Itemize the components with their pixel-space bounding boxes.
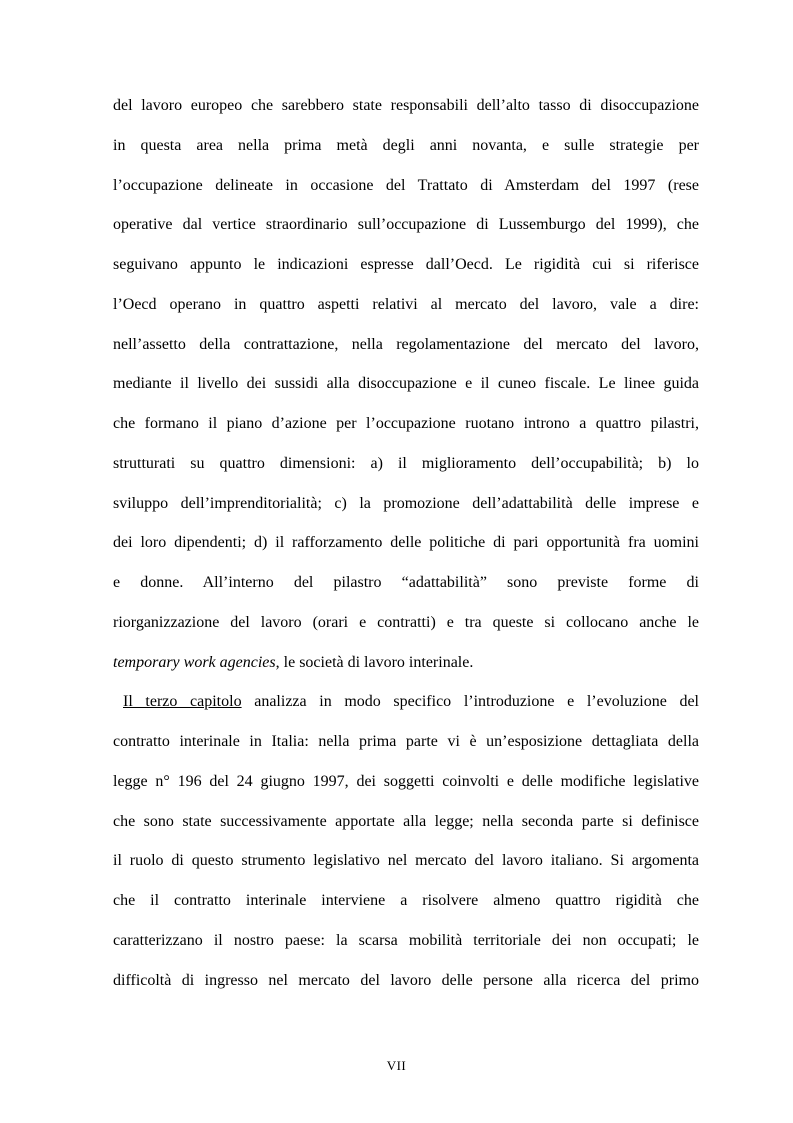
- text-line-last: [113, 645, 699, 685]
- text-line: operative dal vertice straordinario sull’occupazione di Lussemburgo del 1999), che: [113, 216, 699, 234]
- text-line: che sono state successivamente apportate alla legge; nella seconda parte si definisce: [113, 812, 699, 830]
- paragraph-1: [113, 88, 699, 684]
- text-line: legge n° 196 del 24 giugno 1997, dei soggetti coinvolti e delle modifiche legislative: [113, 772, 699, 790]
- text-line: sviluppo dell’imprenditorialità; c) la promozione dell’adattabilità delle imprese e: [113, 494, 699, 512]
- text-line: seguivano appunto le indicazioni espresse dall’Oecd. Le rigidità cui si riferisce: [113, 256, 699, 273]
- text-line: dei loro dipendenti; d) il rafforzamento delle politiche di pari opportunità fra uomini: [113, 534, 699, 552]
- paragraph-2: [113, 684, 699, 1002]
- text-fragment: , le società di lavoro interinale.: [275, 653, 474, 671]
- text-line: e donne. All’interno del pilastro “adattabilità” sono previste forme di: [113, 574, 699, 591]
- page-number: VII: [386, 1058, 407, 1073]
- text-line: mediante il livello dei sussidi alla disoccupazione e il cuneo fiscale. Le linee guida: [113, 375, 699, 393]
- text-fragment: analizza in modo specifico l’introduzione e l’evoluzione del: [241, 693, 699, 711]
- text-line: che il contratto interinale interviene a risolvere almeno quattro rigidità che: [113, 892, 699, 909]
- text-line: riorganizzazione del lavoro (orari e contratti) e tra queste si collocano anche le: [113, 613, 699, 631]
- text-line: contratto interinale in Italia: nella prima parte vi è un’esposizione dettagliata della: [113, 733, 699, 750]
- text-line: che formano il piano d’azione per l’occupazione ruotano introno a quattro pilastri,: [113, 415, 699, 432]
- text-line: del lavoro europeo che sarebbero state responsabili dell’alto tasso di disoccupazione: [113, 97, 699, 114]
- text-line: in questa area nella prima metà degli anni novanta, e sulle strategie per: [113, 136, 699, 154]
- italic-term: temporary work agencies: [113, 653, 276, 671]
- text-line: l’occupazione delineate in occasione del Trattato di Amsterdam del 1997 (rese: [113, 176, 699, 194]
- text-line: l’Oecd operano in quattro aspetti relativi al mercato del lavoro, vale a dire:: [113, 295, 699, 313]
- text-line: nell’assetto della contrattazione, nella regolamentazione del mercato del lavoro,: [113, 335, 699, 353]
- text-line: il ruolo di questo strumento legislativo nel mercato del lavoro italiano. Si argomenta: [113, 852, 699, 870]
- text-line: caratterizzano il nostro paese: la scarsa mobilità territoriale dei non occupati; le: [113, 931, 699, 949]
- document-body: [113, 88, 699, 1002]
- text-line: difficoltà di ingresso nel mercato del lavoro delle persone alla ricerca del primo: [113, 971, 699, 989]
- text-line-first: [113, 684, 699, 724]
- text-line: strutturati su quattro dimensioni: a) il miglioramento dell’occupabilità; b) lo: [113, 454, 699, 472]
- chapter-reference: Il terzo capitolo: [123, 693, 242, 711]
